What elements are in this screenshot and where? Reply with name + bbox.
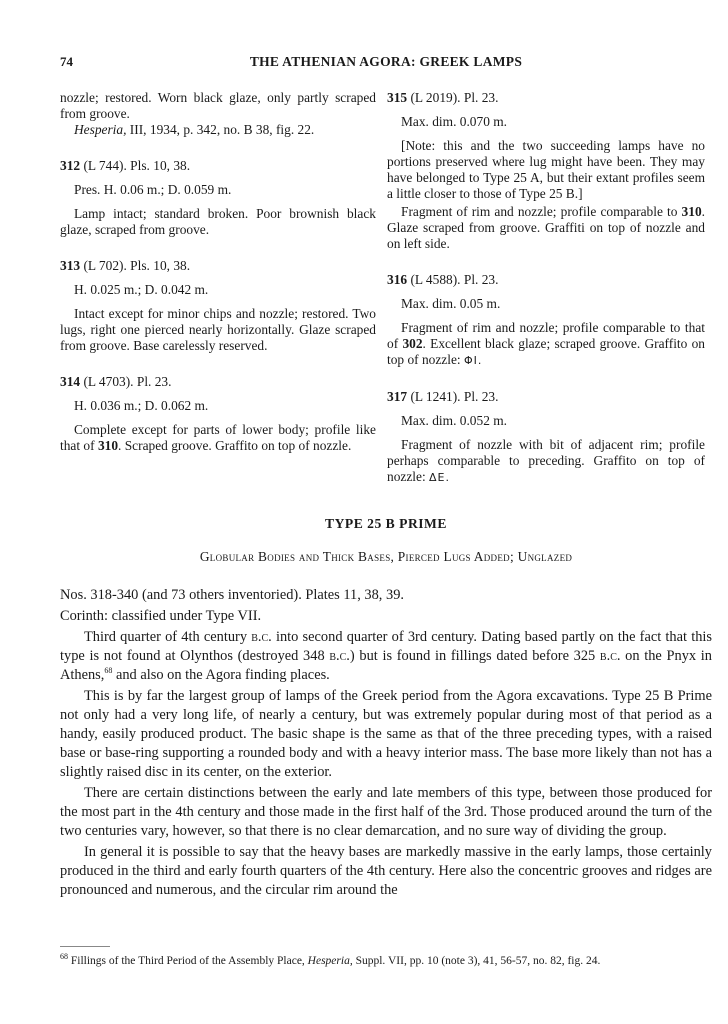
entry-text-part: Fragment of rim and nozzle; profile comparable to: [401, 204, 682, 219]
entry-text: [387, 437, 705, 486]
entry-number: 317: [387, 389, 408, 404]
text-part: Third quarter of 4th century: [84, 629, 252, 645]
section-title: TYPE 25 B PRIME: [325, 516, 447, 531]
entry-heading: [387, 272, 705, 288]
catalog-entry-317: [387, 389, 705, 486]
entry-measurements: Max. dim. 0.052 m.: [401, 413, 508, 428]
footnote-divider: [60, 946, 110, 947]
left-column: [60, 90, 376, 474]
catalog-entry-314: [60, 374, 376, 454]
catalog-entry-continued: [60, 90, 376, 138]
graffito-inscription: ΔE.: [429, 471, 450, 484]
footnote-text: Fillings of the Third Period of the Assembly Place,: [68, 955, 308, 967]
entry-text-part: . Scraped groove. Graffito on top of nozzle.: [118, 438, 352, 453]
footnote-mark: 68: [60, 952, 68, 962]
entry-text: [387, 320, 705, 369]
entry-heading: [60, 258, 376, 274]
era-abbrev: b.c.: [329, 648, 350, 664]
page-number: 74: [60, 54, 73, 69]
footnote-reference[interactable]: 68: [104, 666, 113, 676]
right-column: [387, 90, 705, 506]
catalog-entry-312: [60, 158, 376, 238]
entry-inventory: (L 744). Pls. 10, 38.: [80, 158, 191, 173]
page-header: [60, 54, 712, 72]
entry-inventory: (L 1241). Pl. 23.: [407, 389, 499, 404]
footnote: [60, 954, 712, 968]
text-part: ) but is found in fillings dated before 325: [349, 648, 600, 664]
entry-inventory: (L 2019). Pl. 23.: [407, 90, 499, 105]
catalog-range: Nos. 318-340 (and 73 others inventoried). Plates 11, 38, 39.: [60, 587, 404, 603]
entry-text: [387, 204, 705, 252]
text-part: on the Pnyx in Athens,: [60, 648, 712, 683]
entry-text-part: Fragment of nozzle with bit of adjacent rim; profile perhaps comparable to preceding. Graffito on top of nozzle:: [387, 437, 705, 484]
entry-measurements: Pres. H. 0.06 m.; D. 0.059 m.: [74, 182, 232, 197]
section-subtitle: Globular Bodies and Thick Bases, Pierced Lugs Added; Unglazed: [199, 549, 573, 564]
paragraph: This is by far the largest group of lamps of the Greek period from the Agora excavations. Type 25 B Prime not only had a very long life, of nearly a century, but was extremely popular during most of that period as a handy, easily produced product. The basic shape is the same as that of the three preceding types, with a raised base or base-ring supporting a rounded body and with a heavy interior mass. The base more likely than not has a slightly raised disc in its center, on the exterior.: [60, 688, 712, 780]
cross-reference: 310: [97, 438, 119, 453]
era-abbrev: b.c.: [599, 648, 621, 664]
entry-text: Intact except for minor chips and nozzle; restored. Two lugs, right one pierced nearly horizontally. Glaze scraped from groove. Base carelessly reserved.: [60, 306, 376, 353]
paragraph: There are certain distinctions between the early and late members of this type, between those produced for the most part in the 4th century and those made in the first half of the 3rd. Those produced around the turn of the two centuries vary, however, so that there is no clear demarcation, and no sure way of dividing the group.: [60, 785, 712, 839]
reference-detail: III, 1934, p. 342, no. B 38, fig. 22.: [126, 122, 315, 137]
catalog-entry-316: [387, 272, 705, 369]
entry-text-part: . Glaze scraped from groove. Graffiti on top of nozzle and on left side.: [387, 204, 705, 251]
entry-heading: [60, 158, 376, 174]
entry-text-part: Complete except for parts of lower body; profile like that of: [60, 422, 376, 453]
entry-measurements: Max. dim. 0.05 m.: [401, 296, 501, 311]
entry-number: 312: [60, 158, 81, 173]
entry-text: nozzle; restored. Worn black glaze, only partly scraped from groove.: [60, 90, 376, 121]
entry-text: Lamp intact; standard broken. Poor brownish black glaze, scraped from groove.: [60, 206, 376, 237]
entry-note: [Note: this and the two succeeding lamps have no portions preserved where lug might have been. They may have belonged to Type 25 A, but their extant profiles seem a little closer to those of Type 25 B.]: [387, 138, 705, 201]
entry-heading: [387, 389, 705, 405]
cross-reference: 302: [402, 336, 423, 351]
entry-inventory: (L 702). Pls. 10, 38.: [80, 258, 191, 273]
entry-text-part: Fragment of rim and nozzle; profile comparable to that of: [387, 320, 705, 351]
text-part: and also on the Agora finding places.: [112, 667, 330, 683]
entry-inventory: (L 4588). Pl. 23.: [407, 272, 499, 287]
section-body: [60, 586, 712, 902]
journal-name: Hesperia,: [74, 122, 127, 137]
entry-measurements: H. 0.025 m.; D. 0.042 m.: [74, 282, 209, 297]
cross-reference: 310: [681, 204, 702, 219]
journal-name: Hesperia,: [307, 955, 353, 967]
entry-number: 314: [60, 374, 81, 389]
text-part: into second quarter of 3rd century. Dating based partly on the fact that this type is not found at Olynthos (destroyed 348: [60, 629, 712, 664]
entry-heading: [60, 374, 376, 390]
footnote-text: Suppl. VII, pp. 10 (note 3), 41, 56-57, no. 82, fig. 24.: [352, 955, 601, 967]
entry-heading: [387, 90, 705, 106]
era-abbrev: b.c.: [251, 629, 272, 645]
entry-text-part: . Excellent black glaze; scraped groove. Graffito on top of nozzle:: [387, 336, 705, 367]
corinth-classification: Corinth: classified under Type VII.: [60, 608, 262, 624]
entry-number: 316: [387, 272, 408, 287]
catalog-entry-315: [387, 90, 705, 252]
entry-inventory: (L 4703). Pl. 23.: [80, 374, 172, 389]
entry-measurements: Max. dim. 0.070 m.: [401, 114, 508, 129]
paragraph: In general it is possible to say that the heavy bases are markedly massive in the early lamps, those certainly produced in the third and early fourth quarters of the 4th century. Here also the concentric grooves and ridges are pronounced and numerous, and the circular rim around the: [60, 844, 712, 898]
paragraph-dating: [60, 628, 712, 685]
entry-measurements: H. 0.036 m.; D. 0.062 m.: [74, 398, 209, 413]
entry-text: [60, 422, 376, 454]
catalog-entry-313: [60, 258, 376, 354]
entry-reference: [60, 122, 376, 138]
entry-number: 313: [60, 258, 81, 273]
entry-number: 315: [387, 90, 408, 105]
graffito-inscription: ΦI.: [463, 354, 483, 367]
running-title: THE ATHENIAN AGORA: GREEK LAMPS: [249, 54, 523, 69]
